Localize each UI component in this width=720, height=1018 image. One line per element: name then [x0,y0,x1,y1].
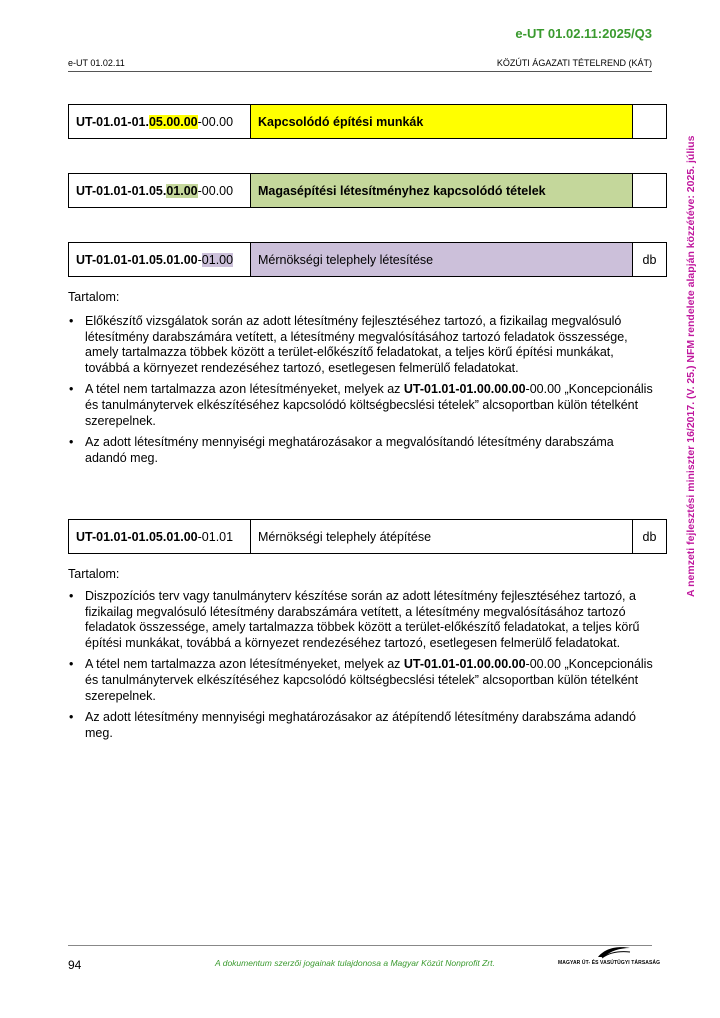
code-row-1 [68,104,667,139]
code-highlight: 05.00.00 [148,114,198,129]
item-title: Kapcsolódó építési munkák [251,105,633,138]
text: „Koncepcionális és tanulmánytervek elkészítéséhez kapcsolódó költségbecslési tételek” alcsoportban külön tételként szerepelnek. [85,382,653,428]
code-part: UT-01.01-01.05. [76,183,167,198]
side-publication-note: A nemzeti fejlesztési miniszter 16/2017. (V. 25.) NFM rendelete alapján közzétéve: 2025. július [685,135,697,597]
item-title: Mérnökségi telephely létesítése [251,243,633,276]
code-part: UT-01.01-01. [76,114,149,129]
header-divider [68,71,652,72]
list-item: • Előkészítő vizsgálatok során az adott létesítmény fejlesztéséhez tartozó, a fizikailag megvalósuló létesítmény darabszámára vetített, a létesítmény megvalósításához tartozó feladatok összessége, amely tartalmazza többek között a terület-előkészítő feladatokat, a teljes körű építési munkákat, továbbá a környezet rendezéséhez tartozó, esetlegesen felmerülő feladatokat. [68,314,653,376]
item-title: Magasépítési létesítményhez kapcsolódó tételek [251,174,633,207]
list-item: • Az adott létesítmény mennyiségi meghatározásakor a megvalósítandó létesítmény darabszáma adandó meg. [68,435,653,466]
content-list-1 [68,314,653,472]
list-item [68,382,653,429]
item-code [69,520,251,553]
code-part: - [197,252,202,267]
code-row-4 [68,519,667,554]
document-id: e-UT 01.02.11:2025/Q3 [515,26,652,41]
code-row-3 [68,242,667,277]
code-highlight: 01.00 [166,183,198,198]
code-ref-suffix: -00.00 [525,382,561,397]
text: „Koncepcionális és tanulmánytervek elkészítéséhez kapcsolódó költségbecslési tételek” alcsoportban külön tételként szerepelnek. [85,657,653,703]
content-list-2 [68,589,653,747]
code-ref: UT-01.01-01.00.00.00 [403,657,526,672]
organization-logo [558,945,661,969]
code-part: UT-01.01-01.05.01.00 [76,252,198,267]
text: A tétel nem tartalmazza azon létesítményeket, melyek az [85,382,404,397]
header-left: e-UT 01.02.11 [68,58,125,68]
item-code [69,243,251,276]
copyright-note: A dokumentum szerzői jogainak tulajdonosa a Magyar Közút Nonprofit Zrt. [215,958,495,968]
code-part: -00.00 [197,114,234,129]
list-item: • Az adott létesítmény mennyiségi meghatározásakor az átépítendő létesítmény darabszáma adandó meg. [68,710,653,741]
item-unit: db [642,252,657,267]
code-part: -00.00 [197,183,234,198]
text: A tétel nem tartalmazza azon létesítményeket, melyek az [85,657,404,672]
header-right: KÖZÚTI ÁGAZATI TÉTELREND (KÁT) [496,58,652,68]
item-unit: db [642,529,657,544]
list-item [68,657,653,704]
content-label: Tartalom: [68,290,120,304]
logo-swoosh-icon [596,945,632,959]
code-part: UT-01.01-01.05.01.00 [76,529,198,544]
item-code [69,105,251,138]
code-ref-suffix: -00.00 [525,657,561,672]
page-number: 94 [68,958,82,972]
code-row-2 [68,173,667,208]
item-code [69,174,251,207]
item-title: Mérnökségi telephely átépítése [251,520,633,553]
item-unit [633,174,666,207]
content-label: Tartalom: [68,567,120,581]
code-part: -01.01 [197,529,234,544]
logo-text: MAGYAR ÚT- ÉS VASÚTÜGYI TÁRSASÁG [558,960,661,966]
code-highlight: 01.00 [201,252,234,267]
item-unit [633,105,666,138]
list-item: • Diszpozíciós terv vagy tanulmányterv készítése során az adott létesítmény fejlesztéséhez tartozó, a fizikailag megvalósuló létesítmény darabszámára vetített, a létesítmény megvalósításához tartozó feladatok összessége, amely tartalmazza többek között a terület-előkészítő feladatokat, a teljes körű építési munkákat, továbbá a környezet rendezéséhez tartozó, esetlegesen felmerülő feladatokat. [68,589,653,651]
code-ref: UT-01.01-01.00.00.00 [403,382,526,397]
